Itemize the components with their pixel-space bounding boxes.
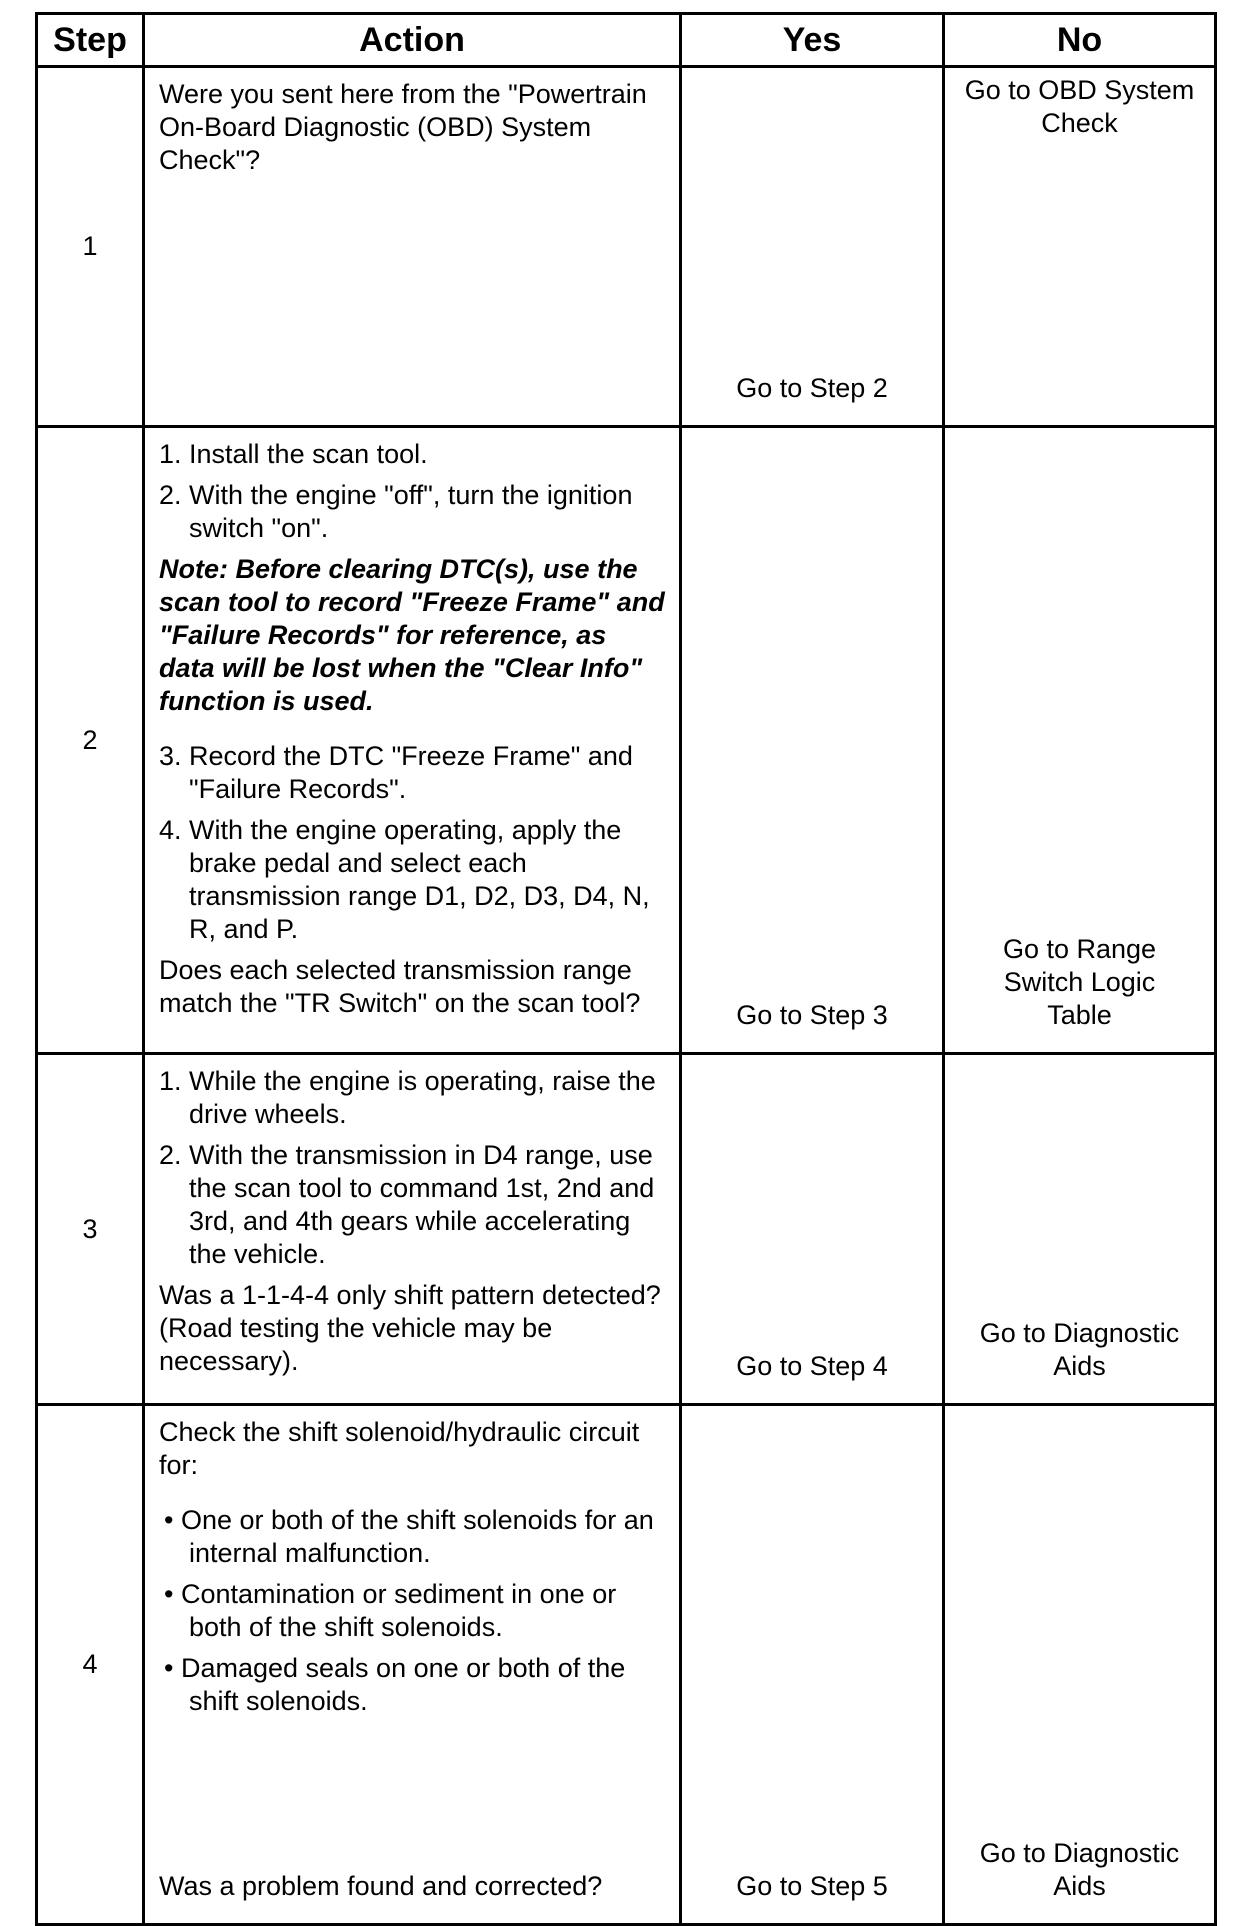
action-question: Does each selected transmission range match the "TR Switch" on the scan tool? bbox=[159, 955, 641, 1018]
no-link[interactable]: Go to Diagnostic Aids bbox=[979, 1838, 1180, 1901]
no-cell bbox=[944, 1405, 1216, 1925]
action-cell bbox=[144, 1054, 681, 1405]
header-yes: Yes bbox=[681, 14, 944, 67]
no-link[interactable]: Go to Range Switch Logic Table bbox=[1002, 934, 1157, 1030]
action-item: 1. Install the scan tool. bbox=[159, 439, 428, 469]
yes-link[interactable]: Go to Step 3 bbox=[736, 1000, 888, 1030]
table-row bbox=[37, 67, 1216, 427]
header-action: Action bbox=[144, 14, 681, 67]
no-cell bbox=[944, 427, 1216, 1054]
step-number: 2 bbox=[37, 427, 144, 1054]
action-item: 1. While the engine is operating, raise the drive wheels. bbox=[159, 1066, 656, 1129]
yes-cell bbox=[681, 1054, 944, 1405]
step-number: 4 bbox=[37, 1405, 144, 1925]
action-item: 3. Record the DTC "Freeze Frame" and "Failure Records". bbox=[159, 741, 633, 804]
action-cell bbox=[144, 1405, 681, 1925]
action-intro: Check the shift solenoid/hydraulic circuit for: bbox=[159, 1417, 640, 1480]
action-item: 2. With the engine "off", turn the ignition switch "on". bbox=[159, 480, 633, 543]
action-item: 2. With the transmission in D4 range, use the scan tool to command 1st, 2nd and 3rd, and 4th gears while accelerating the vehicle. bbox=[159, 1140, 655, 1269]
action-question: Was a problem found and corrected? bbox=[159, 1871, 603, 1901]
yes-link[interactable]: Go to Step 5 bbox=[736, 1871, 888, 1901]
action-item: 4. With the engine operating, apply the brake pedal and select each transmission range D1, D2, D3, D4, N, R, and P. bbox=[159, 815, 650, 944]
table-row bbox=[37, 1054, 1216, 1405]
yes-link[interactable]: Go to Step 4 bbox=[736, 1351, 888, 1381]
step-number: 3 bbox=[37, 1054, 144, 1405]
action-bullet: • One or both of the shift solenoids for an internal malfunction. bbox=[164, 1505, 654, 1568]
action-question: Was a 1-1-4-4 only shift pattern detected? (Road testing the vehicle may be necessary). bbox=[159, 1280, 661, 1376]
action-bullet: • Contamination or sediment in one or both of the shift solenoids. bbox=[164, 1579, 617, 1642]
no-link[interactable]: Go to Diagnostic Aids bbox=[979, 1318, 1180, 1381]
no-cell bbox=[944, 1054, 1216, 1405]
table-row bbox=[37, 1405, 1216, 1925]
yes-link[interactable]: Go to Step 2 bbox=[736, 373, 888, 403]
action-question: Were you sent here from the "Powertrain On-Board Diagnostic (OBD) System Check"? bbox=[159, 79, 647, 175]
action-bullet: • Damaged seals on one or both of the shift solenoids. bbox=[164, 1653, 626, 1716]
action-cell bbox=[144, 427, 681, 1054]
table-row bbox=[37, 427, 1216, 1054]
diagnostic-table bbox=[35, 12, 1217, 1926]
yes-cell bbox=[681, 427, 944, 1054]
header-row bbox=[37, 14, 1216, 67]
step-number: 1 bbox=[37, 67, 144, 427]
note-text: Note: Before clearing DTC(s), use the scan tool to record "Freeze Frame" and "Failure Records" for reference, as data will be lost when the "Clear Info" function is used. bbox=[159, 554, 665, 716]
yes-cell bbox=[681, 1405, 944, 1925]
yes-cell bbox=[681, 67, 944, 427]
no-link[interactable]: Go to OBD System Check bbox=[964, 75, 1195, 138]
header-step: Step bbox=[37, 14, 144, 67]
no-cell bbox=[944, 67, 1216, 427]
action-cell bbox=[144, 67, 681, 427]
header-no: No bbox=[944, 14, 1216, 67]
